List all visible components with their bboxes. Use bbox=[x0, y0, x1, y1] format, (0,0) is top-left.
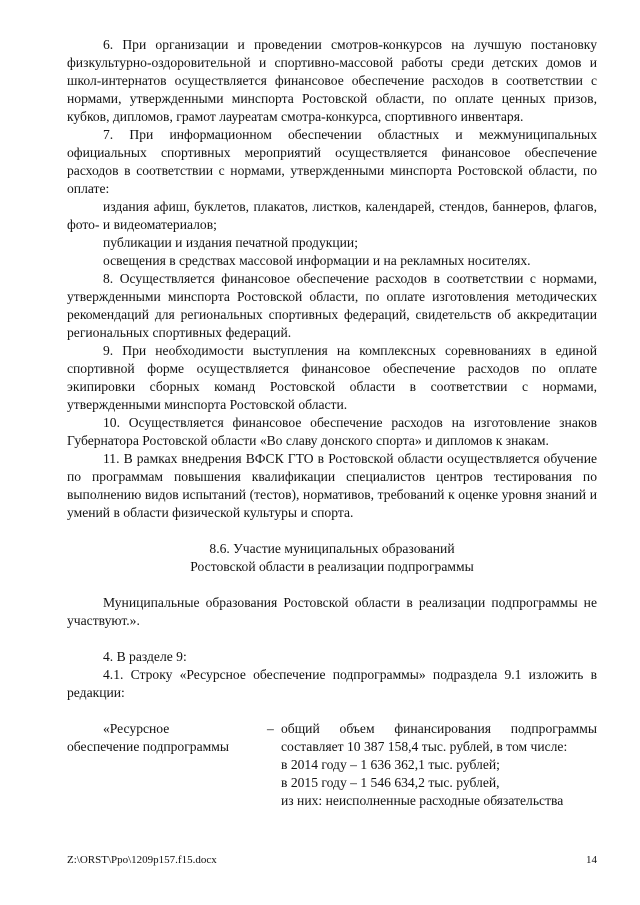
amendment-item-4: 4. В разделе 9: bbox=[103, 649, 187, 664]
paragraph-7: 7. При информационном обеспечении областных и межмуниципальных официальных спортивных мероприятий осуществляется финансовое обеспечение расходов в соответствии с нормами, утвержденными минспорта Ростовской области, по оплате: bbox=[67, 127, 597, 196]
paragraph-6: 6. При организации и проведении смотров-конкурсов на лучшую постановку физкультурно-оздоровительной и спортивно-массовой работы среди детских домов и школ-интернатов осуществляется финансовое обеспечение расходов в соответствии с нормами, утвержденными минспорта Ростовской области, по оплате ценных призов, кубков, дипломов, грамот лауреатам смотра-конкурса, спортивного инвентаря. bbox=[67, 37, 597, 124]
paragraph-7-item-1: издания афиш, буклетов, плакатов, листков, календарей, стендов, баннеров, флагов, фото- и видеоматериалов; bbox=[67, 199, 597, 232]
resource-table-dash: – bbox=[267, 721, 274, 736]
spacer bbox=[67, 522, 597, 540]
resource-label-line-1: «Ресурсное bbox=[103, 721, 170, 736]
paragraph-7-item-2: публикации и издания печатной продукции; bbox=[103, 235, 358, 250]
resource-table-label bbox=[67, 720, 267, 810]
section-heading-line-2: Ростовской области в реализации подпрограммы bbox=[190, 559, 474, 574]
resource-value-line-2: в 2014 году – 1 636 362,1 тыс. рублей; bbox=[281, 757, 500, 772]
resource-table-value bbox=[281, 720, 597, 810]
paragraph-10: 10. Осуществляется финансовое обеспечение расходов на изготовление знаков Губернатора Ростовской области «Во славу донского спорта» и дипломов к знакам. bbox=[67, 415, 597, 448]
section-heading-line-1: 8.6. Участие муниципальных образований bbox=[209, 541, 455, 556]
spacer bbox=[67, 630, 597, 648]
page-footer bbox=[67, 854, 597, 866]
page-number: 14 bbox=[586, 854, 597, 866]
paragraph-8: 8. Осуществляется финансовое обеспечение расходов в соответствии с нормами, утвержденными минспорта Ростовской области, по оплате изготовления методических рекомендаций для региональных спортивных федераций, свидетельств об аккредитации региональных спортивных федераций. bbox=[67, 271, 597, 340]
resource-label-line-2: обеспечение подпрограммы bbox=[67, 739, 229, 754]
paragraph-9: 9. При необходимости выступления на комплексных соревнованиях в единой спортивной форме осуществляется финансовое обеспечение расходов по оплате экипировки сборных команд Ростовской области в соответствии с нормами, утвержденными минспорта Ростовской области. bbox=[67, 343, 597, 412]
spacer bbox=[67, 576, 597, 594]
section-text: Муниципальные образования Ростовской области в реализации подпрограммы не участвуют.». bbox=[67, 595, 597, 628]
resource-value-line-3: в 2015 году – 1 546 634,2 тыс. рублей, bbox=[281, 775, 500, 790]
document-body bbox=[67, 36, 597, 810]
amendment-item-4-1: 4.1. Строку «Ресурсное обеспечение подпрограммы» подраздела 9.1 изложить в редакции: bbox=[67, 667, 597, 700]
paragraph-7-item-3: освещения в средствах массовой информации и на рекламных носителях. bbox=[103, 253, 531, 268]
paragraph-11: 11. В рамках внедрения ВФСК ГТО в Ростовской области осуществляется обучение по программам повышения квалификации специалистов центров тестирования по выполнению видов испытаний (тестов), нормативов, требований к оценке уровня знаний и умений в области физической культуры и спорта. bbox=[67, 451, 597, 520]
footer-file-path: Z:\ORST\Ppo\1209p157.f15.docx bbox=[67, 854, 217, 866]
resource-value-line-1: общий объем финансирования подпрограммы составляет 10 387 158,4 тыс. рублей, в том числе: bbox=[281, 721, 597, 754]
resource-table bbox=[67, 720, 597, 810]
spacer bbox=[67, 702, 597, 720]
resource-value-line-4: из них: неисполненные расходные обязательства bbox=[281, 793, 564, 808]
